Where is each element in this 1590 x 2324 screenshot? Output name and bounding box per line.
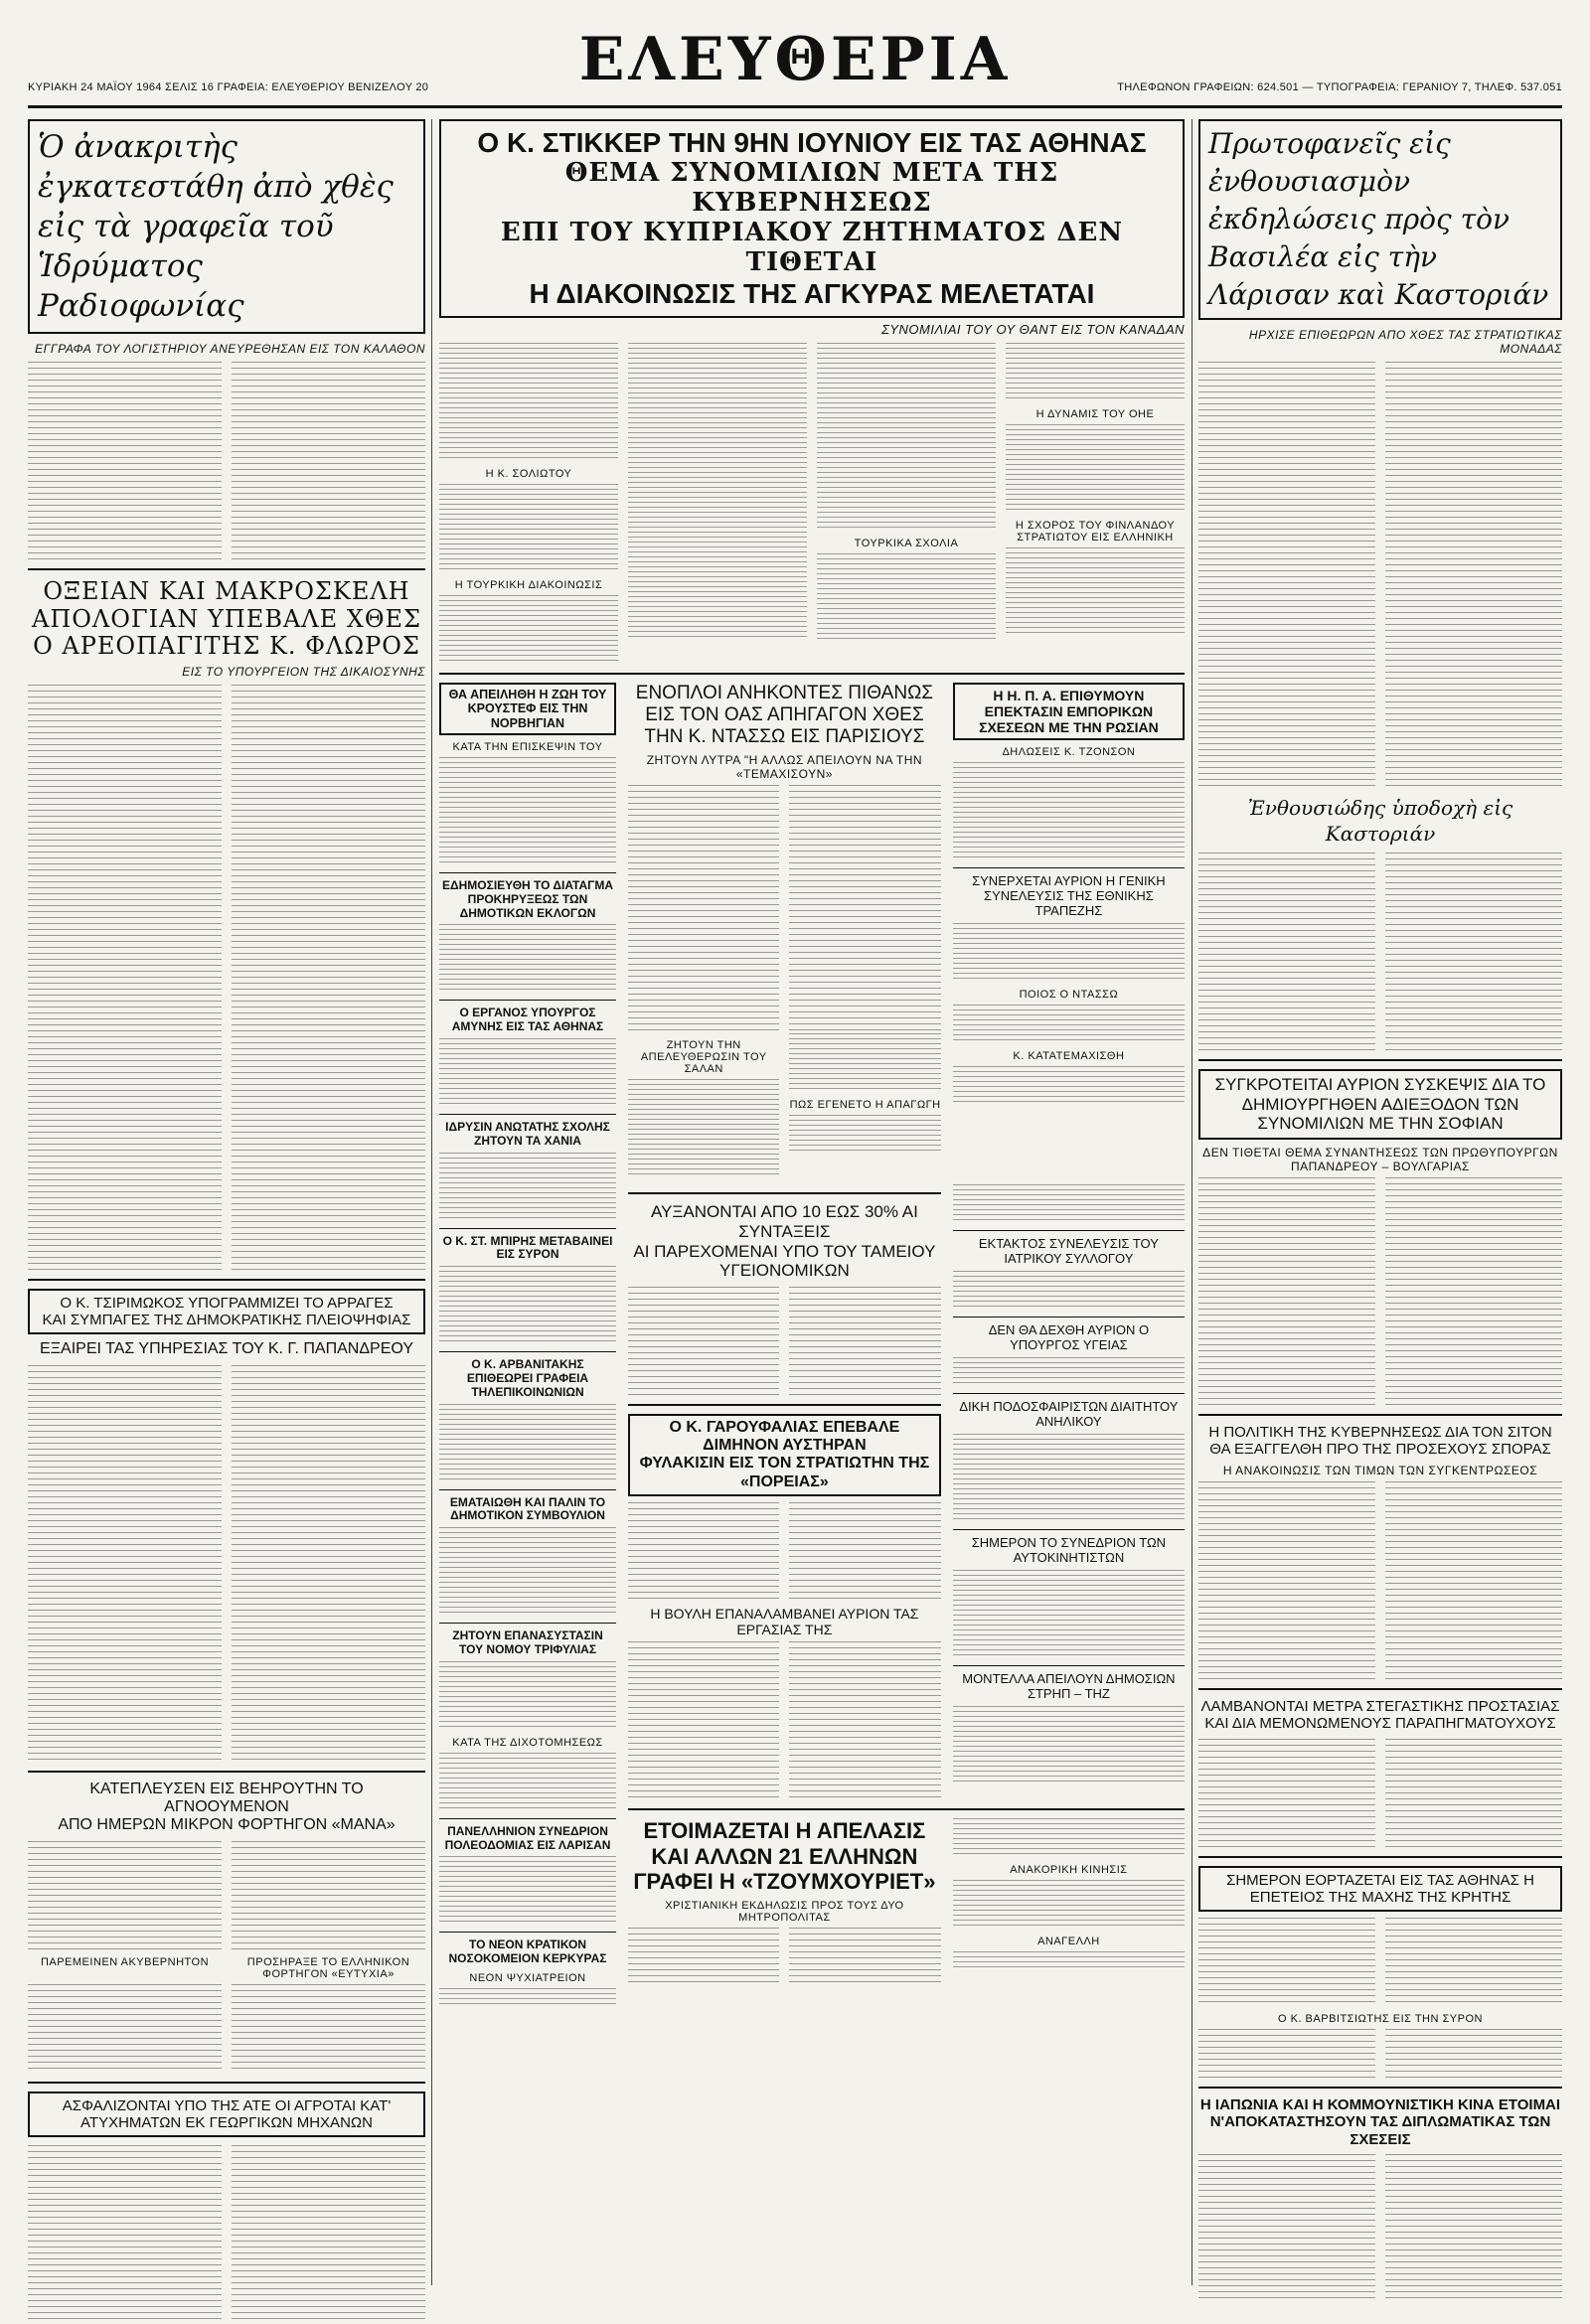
article-body <box>28 1841 425 1950</box>
article-headline: ΦΥΛΑΚΙΣΙΝ ΕΙΣ ΤΟΝ ΣΤΡΑΤΙΩΤΗΝ ΤΗΣ «ΠΟΡΕΙΑΣ» <box>639 1455 930 1490</box>
brief-headline: ΖΗΤΟΥΝ ΕΠΑΝΑΣΥΣΤΑΣΙΝ ΤΟΥ ΝΟΜΟΥ ΤΡΙΦΥΛΙΑΣ <box>452 1628 603 1657</box>
brief-subheading: ΚΑΤΑ ΤΗΝ ΕΠΙΣΚΕΨΙΝ ΤΟΥ <box>452 741 603 754</box>
brief-body <box>439 1038 616 1108</box>
masthead-contacts: ΤΗΛΕΦΩΝΟΝ ΓΡΑΦΕΙΩΝ: 624.501 — ΤΥΠΟΓΡΑΦΕΙΑ: ΓΕΡΑΝΙΟΥ 7, ΤΗΛΕΦ. 537.051 <box>1117 81 1562 93</box>
article-body <box>789 1115 940 1155</box>
article-headline: ΚΑΙ ΣΥΜΠΑΓΕΣ ΤΗΣ ΔΗΜΟΚΡΑΤΙΚΗΣ ΠΛΕΙΟΨΗΦΙΑΣ <box>42 1312 411 1329</box>
lead-subheading: ΣΥΝΟΜΙΛΙΑΙ ΤΟΥ ΟΥ ΘΑΝΤ ΕΙΣ ΤΟΝ ΚΑΝΑΔΑΝ <box>881 321 1185 337</box>
brief-body <box>439 1266 616 1345</box>
newspaper-page <box>28 20 1562 2285</box>
column-right <box>1198 119 1562 2303</box>
article-subheading: Κ. ΚΑΤΑΤΕΜΑΧΙΣΘΗ <box>1013 1050 1125 1063</box>
article-body <box>1198 1739 1562 1848</box>
article-body <box>953 1706 1185 1785</box>
briefs-column <box>439 683 616 2008</box>
lead-headline-box <box>439 119 1185 318</box>
center-main <box>628 683 1185 2008</box>
article-headline: ΕΚΤΑΚΤΟΣ ΣΥΝΕΛΕΥΣΙΣ ΤΟΥ ΙΑΤΡΙΚΟΥ ΣΥΛΛΟΓΟΥ <box>978 1236 1159 1267</box>
brief-headline: Ο Κ. ΑΡΒΑΝΙΤΑΚΗΣ ΕΠΙΘΕΩΡΕΙ ΓΡΑΦΕΙΑ ΤΗΛΕΠΙΚΟΙΝΩΝΙΩΝ <box>466 1357 589 1399</box>
article-body <box>628 1502 941 1602</box>
article-subheading: ΑΝΑΚΟΡΙΚΗ ΚΙΝΗΣΙΣ <box>1010 1864 1128 1877</box>
brief-body <box>439 1527 616 1617</box>
article-headline: ΚΑΤΕΠΛΕΥΣΕΝ ΕΙΣ ΒΕΗΡΟΥΤΗΝ ΤΟ ΑΓΝΟΟΥΜΕΝΟΝ <box>89 1780 364 1816</box>
article-body <box>1198 2029 1562 2079</box>
article-subheading: ΑΝΑΓΕΛΛΗ <box>1037 1936 1100 1948</box>
article-subheading: Η ΔΥΝΑΜΙΣ ΤΟΥ ΟΗΕ <box>1035 407 1155 420</box>
article-headline: ΣΗΜΕΡΟΝ ΕΟΡΤΑΖΕΤΑΙ ΕΙΣ ΤΑΣ ΑΘΗΝΑΣ Η ΕΠΕΤΕΙΟΣ ΤΗΣ ΜΑΧΗΣ ΤΗΣ ΚΡΗΤΗΣ <box>1226 1871 1534 1906</box>
brief-headline: Ο ΕΡΓΑΝΟΣ ΥΠΟΥΡΓΟΣ ΑΜΥΝΗΣ ΕΙΣ ΤΑΣ ΑΘΗΝΑΣ <box>451 1006 604 1034</box>
article-body <box>628 785 941 1033</box>
brief-body <box>439 1404 616 1483</box>
article-body <box>1006 547 1185 637</box>
article-body <box>1198 2154 1562 2303</box>
article-body <box>953 923 1185 983</box>
article-subheading: Η ΑΝΑΚΟΙΝΩΣΙΣ ΤΩΝ ΤΙΜΩΝ ΤΩΝ ΣΥΓΚΕΝΤΡΩΣΕΟΣ <box>1222 1464 1538 1478</box>
article-headline-box <box>28 2092 425 2138</box>
article-headline: ΑΙ ΠΑΡΕΧΟΜΕΝΑΙ ΥΠΟ ΤΟΥ ΤΑΜΕΙΟΥ ΥΓΕΙΟΝΟΜΙΚΩΝ <box>633 1241 936 1281</box>
article-headline: ΜΟΝΤΕΛΛΑ ΑΠΕΙΛΟΥΝ ΔΗΜΟΣΙΩΝ ΣΤΡΗΠ – ΤΗΖ <box>962 1670 1176 1701</box>
article-body <box>953 1066 1185 1106</box>
article-body <box>1198 852 1562 1051</box>
brief-body <box>439 924 616 994</box>
article-subheading: ΠΩΣ ΕΓΕΝΕΤΟ Η ΑΠΑΓΩΓΗ <box>789 1099 941 1112</box>
article-subheading: ΖΗΤΟΥΝ ΤΗΝ ΑΠΕΛΕΥΘΕΡΩΣΙΝ ΤΟΥ ΣΑΛΑΝ <box>640 1039 767 1076</box>
article-headline: ΣΥΝΕΡΧΕΤΑΙ ΑΥΡΙΟΝ Η ΓΕΝΙΚΗ ΣΥΝΕΛΕΥΣΙΣ ΤΗΣ ΕΘΝΙΚΗΣ ΤΡΑΠΕΖΗΣ <box>972 873 1166 919</box>
article-headline: ΚΑΙ ΑΛΛΩΝ 21 ΕΛΛΗΝΩΝ <box>651 1843 918 1869</box>
article-body <box>1198 1481 1562 1680</box>
article-body <box>28 1984 425 2074</box>
article-subheading: Η Κ. ΣΟΛΙΩΤΟΥ <box>485 467 572 480</box>
article-headline: Πρωτοφανεῖς εἰς ἐνθουσιασμὸν ἐκδηλώσεις πρὸς τὸν Βασιλέα εἰς τὴν Λάρισαν καὶ Καστοριάν <box>1198 119 1562 320</box>
article-body <box>953 1880 1185 1930</box>
article-body <box>628 1928 941 1987</box>
article-body <box>953 1818 1185 1858</box>
lead-headline: ΘΕΜΑ ΣΥΝΟΜΙΛΙΩΝ ΜΕΤΑ ΤΗΣ ΚΥΒΕΡΝΗΣΕΩΣ <box>564 158 1059 219</box>
article-body <box>953 1184 1185 1224</box>
article-subheading: ΔΗΛΩΣΕΙΣ Κ. ΤΖΟΝΣΟΝ <box>1002 746 1136 759</box>
article-headline: Ο ΑΡΕΟΠΑΓΙΤΗΣ Κ. ΦΛΩΡΟΣ <box>33 632 420 661</box>
article-body <box>28 2145 425 2324</box>
brief-body <box>439 1153 616 1222</box>
article-body <box>628 1287 941 1396</box>
article-body <box>1006 424 1185 514</box>
article-body <box>439 484 618 573</box>
column-center <box>439 119 1185 2008</box>
article-body <box>1006 343 1185 402</box>
article-subheading: Η ΤΟΥΡΚΙΚΗ ΔΙΑΚΟΙΝΩΣΙΣ <box>454 578 603 591</box>
newspaper-title: ΕΛΕΥΘΕΡΙΑ <box>578 25 1012 94</box>
article-body <box>1198 1918 1562 2007</box>
article-subheading: ΕΞΑΙΡΕΙ ΤΑΣ ΥΠΗΡΕΣΙΑΣ ΤΟΥ Κ. Γ. ΠΑΠΑΝΔΡΕΟΥ <box>39 1340 413 1358</box>
masthead-dateline: ΚΥΡΙΑΚΗ 24 ΜΑΪΟΥ 1964 ΣΕΛΙΣ 16 ΓΡΑΦΕΙΑ: ΕΛΕΥΘΕΡΙΟΥ ΒΕΝΙΖΕΛΟΥ 20 <box>28 81 429 93</box>
brief-headline: ΘΑ ΑΠΕΙΛΗΘΗ Η ΖΩΗ ΤΟΥ ΚΡΟΥΣΤΕΦ ΕΙΣ ΤΗΝ ΝΟΡΒΗΓΙΑΝ <box>448 687 607 730</box>
article-body <box>28 1365 425 1763</box>
article-headline: ΓΡΑΦΕΙ Η «ΤΖΟΥΜΧΟΥΡΙΕΤ» <box>633 1869 936 1894</box>
article-subheading: ΤΟΥΡΚΙΚΑ ΣΧΟΛΙΑ <box>854 537 959 549</box>
brief-body <box>439 1856 616 1926</box>
brief-body <box>439 1753 616 1812</box>
article-headline: ΔΕΝ ΘΑ ΔΕΧΘΗ ΑΥΡΙΟΝ Ο ΥΠΟΥΡΓΟΣ ΥΓΕΙΑΣ <box>988 1322 1150 1353</box>
brief-headline: ΕΜΑΤΑΙΩΘΗ ΚΑΙ ΠΑΛΙΝ ΤΟ ΔΗΜΟΤΙΚΟΝ ΣΥΜΒΟΥΛΙΟΝ <box>449 1494 606 1523</box>
article-body <box>953 1357 1185 1387</box>
article-body <box>953 1951 1185 1971</box>
lead-headline: ΕΠΙ ΤΟΥ ΚΥΠΡΙΑΚΟΥ ΖΗΤΗΜΑΤΟΣ ΔΕΝ ΤΙΘΕΤΑΙ <box>500 217 1124 277</box>
article-body <box>1198 1177 1562 1406</box>
article-body <box>953 762 1185 861</box>
brief-subheading: ΝΕΟΝ ΨΥΧΙΑΤΡΕΙΟΝ <box>469 1972 586 1984</box>
article-headline: ΟΞΕΙΑΝ ΚΑΙ ΜΑΚΡΟΣΚΕΛΗ <box>43 577 410 605</box>
brief-body <box>439 1988 616 2008</box>
article-headline: ΑΠΟΛΟΓΙΑΝ ΥΠΕΒΑΛΕ ΧΘΕΣ <box>31 604 422 633</box>
article-subheading: ΖΗΤΟΥΝ ΛΥΤΡΑ "Η ΑΛΛΩΣ ΑΠΕΙΛΟΥΝ ΝΑ ΤΗΝ «ΤΕΜΑΧΙΣΟΥΝ» <box>646 753 923 782</box>
article-body <box>1198 362 1562 789</box>
brief-headline: ΤΟ ΝΕΟΝ ΚΡΑΤΙΚΟΝ ΝΟΣΟΚΟΜΕΙΟΝ ΚΕΡΚΥΡΑΣ <box>448 1937 607 1966</box>
article-headline: Η ΙΑΠΩΝΙΑ ΚΑΙ Η ΚΟΜΜΟΥΝΙΣΤΙΚΗ ΚΙΝΑ ΕΤΟΙΜΑΙ Ν'ΑΠΟΚΑΤΑΣΤΗΣΟΥΝ ΤΑΣ ΔΙΠΛΩΜΑΤΙΚΑΣ ΤΩΝ ΣΧΕΣΕΙΣ <box>1199 2096 1561 2148</box>
article-body <box>628 1641 941 1800</box>
article-headline: ΑΣΦΑΛΙΖΟΝΤΑΙ ΥΠΟ ΤΗΣ ΑΤΕ ΟΙ ΑΓΡΟΤΑΙ ΚΑΤ' ΑΤΥΧΗΜΑΤΩΝ ΕΚ ΓΕΩΡΓΙΚΩΝ ΜΗΧΑΝΩΝ <box>62 2096 392 2132</box>
article-subheading: ΠΟΙΟΣ Ο ΝΤΑΣΣΩ <box>1019 989 1119 1002</box>
article-subheading: Ο Κ. ΒΑΡΒΙΤΣΙΩΤΗΣ ΕΙΣ ΤΗΝ ΣΥΡΟΝ <box>1278 2013 1483 2026</box>
article-headline: ΣΥΓΚΡΟΤΕΙΤΑΙ ΑΥΡΙΟΝ ΣΥΣΚΕΨΙΣ ΔΙΑ ΤΟ ΔΗΜΙΟΥΡΓΗΘΕΝ ΑΔΙΕΞΟΔΟΝ ΤΩΝ ΣΥΝΟΜΙΛΙΩΝ ΜΕ ΤΗΝ ΣΟΦΙΑΝ <box>1214 1075 1546 1134</box>
brief-headline: ΠΑΝΕΛΛΗΝΙΟΝ ΣΥΝΕΔΡΙΟΝ ΠΟΛΕΟΔΟΜΙΑΣ ΕΙΣ ΛΑΡΙΣΑΝ <box>444 1823 611 1852</box>
brief-headline: ΙΔΡΥΣΙΝ ΑΝΩΤΑΤΗΣ ΣΧΟΛΗΣ ΖΗΤΟΥΝ ΤΑ ΧΑΝΙΑ <box>445 1120 610 1148</box>
article-subheading: ΠΡΟΣΗΡΑΞΕ ΤΟ ΕΛΛΗΝΙΚΟΝ ΦΟΡΤΗΓΟΝ «ΕΥΤΥΧΙΑ» <box>246 1955 410 1980</box>
article-headline: Η Η. Π. Α. ΕΠΙΘΥΜΟΥΝ ΕΠΕΚΤΑΣΙΝ ΕΜΠΟΡΙΚΩΝ ΣΧΕΣΕΩΝ ΜΕ ΤΗΝ ΡΩΣΙΑΝ <box>979 687 1159 736</box>
brief-body <box>439 1661 616 1731</box>
lead-headline: Η ΔΙΑΚΟΙΝΩΣΙΣ ΤΗΣ ΑΓΚΥΡΑΣ ΜΕΛΕΤΑΤΑΙ <box>529 277 1095 309</box>
article-subheading: ΕΙΣ ΤΟ ΥΠΟΥΡΓΕΙΟΝ ΤΗΣ ΔΙΚΑΙΟΣΥΝΗΣ <box>182 664 425 679</box>
article-body <box>817 553 996 643</box>
brief-body <box>439 757 616 866</box>
article-headline: ΛΑΜΒΑΝΟΝΤΑΙ ΜΕΤΡΑ ΣΤΕΓΑΣΤΙΚΗΣ ΠΡΟΣΤΑΣΙΑΣ ΚΑΙ ΔΙΑ ΜΕΜΟΝΩΜΕΝΟΥΣ ΠΑΡΑΠΗΓΜΑΤΟΥΧΟΥΣ <box>1200 1698 1560 1733</box>
brief-headline: ΕΔΗΜΟΣΙΕΥΘΗ ΤΟ ΔΙΑΤΑΓΜΑ ΠΡΟΚΗΡΥΞΕΩΣ ΤΩΝ ΔΗΜΟΤΙΚΩΝ ΕΚΛΟΓΩΝ <box>442 878 613 920</box>
article-body <box>628 1079 779 1178</box>
article-body <box>953 1434 1185 1523</box>
article-subheading: ΕΓΓΡΑΦΑ ΤΟΥ ΛΟΓΙΣΤΗΡΙΟΥ ΑΝΕΥΡΕΘΗΣΑΝ ΕΙΣ ΤΟΝ ΚΑΛΑΘΟΝ <box>35 342 425 356</box>
masthead <box>28 20 1562 108</box>
article-headline: Ὁ ἀνακριτὴς ἐγκατεστάθη ἀπὸ χθὲς εἰς τὰ γραφεῖα τοῦ Ἱδρύματος Ραδιοφωνίας <box>28 119 425 334</box>
article-headline: ΣΗΜΕΡΟΝ ΤΟ ΣΥΝΕΔΡΙΟΝ ΤΩΝ ΑΥΤΟΚΙΝΗΤΙΣΤΩΝ <box>971 1535 1167 1566</box>
article-subheading: ΔΕΝ ΤΙΘΕΤΑΙ ΘΕΜΑ ΣΥΝΑΝΤΗΣΕΩΣ ΤΩΝ ΠΡΩΘΥΠΟΥΡΓΩΝ ΠΑΠΑΝΔΡΕΟΥ – ΒΟΥΛΓΑΡΙΑΣ <box>1202 1145 1558 1173</box>
article-headline: ΕΙΣ ΤΟΝ ΟΑΣ ΑΠΗΓΑΓΟΝ ΧΘΕΣ <box>645 703 924 725</box>
article-body <box>628 343 807 641</box>
article-subheading: Η ΒΟΥΛΗ ΕΠΑΝΑΛΑΜΒΑΝΕΙ ΑΥΡΙΟΝ ΤΑΣ ΕΡΓΑΣΙΑΣ ΤΗΣ <box>650 1606 919 1638</box>
article-headline: ΑΥΞΑΝΟΝΤΑΙ ΑΠΟ 10 ΕΩΣ 30% ΑΙ ΣΥΝΤΑΞΕΙΣ <box>650 1202 918 1242</box>
article-body <box>28 362 425 560</box>
article-body <box>817 343 996 532</box>
article-body <box>953 1005 1185 1044</box>
article-headline: Ο Κ. ΓΑΡΟΥΦΑΛΙΑΣ ΕΠΕΒΑΛΕ ΔΙΜΗΝΟΝ ΑΥΣΤΗΡΑΝ <box>669 1418 900 1455</box>
article-body <box>439 343 618 462</box>
column-rule <box>431 119 432 2285</box>
article-subheading: Η ΣΧΟΡΟΣ ΤΟΥ ΦΙΝΛΑΝΔΟΥ ΣΤΡΑΤΙΩΤΟΥ ΕΙΣ ΕΛΛΗΝΙΚΗ <box>1015 519 1176 543</box>
article-body <box>953 1271 1185 1311</box>
article-body <box>28 685 425 1271</box>
article-subheading: ΠΑΡΕΜΕΙΝΕΝ ΑΚΥΒΕΡΝΗΤΟΝ <box>40 1955 210 1968</box>
article-headline: ΔΙΚΗ ΠΟΔΟΣΦΑΙΡΙΣΤΩΝ ΔΙΑΙΤΗΤΟΥ ΑΝΗΛΙΚΟΥ <box>959 1399 1179 1430</box>
column-left <box>28 119 425 2324</box>
article-headline: ΑΠΟ ΗΜΕΡΩΝ ΜΙΚΡΟΝ ΦΟΡΤΗΓΟΝ «ΜΑΝΑ» <box>58 1816 396 1834</box>
lead-headline: Ο Κ. ΣΤΙΚΚΕΡ ΤΗΝ 9ΗΝ ΙΟΥΝΙΟΥ ΕΙΣ ΤΑΣ ΑΘΗΝΑΣ <box>477 127 1147 158</box>
article-headline: ΤΗΝ Κ. ΝΤΑΣΣΩ ΕΙΣ ΠΑΡΙΣΙΟΥΣ <box>644 725 925 747</box>
article-body <box>789 1033 940 1093</box>
brief-headline: Ο Κ. ΣΤ. ΜΠΙΡΗΣ ΜΕΤΑΒΑΙΝΕΙ ΕΙΣ ΣΥΡΟΝ <box>442 1233 613 1262</box>
article-body <box>953 1570 1185 1659</box>
article-headline-box <box>28 1289 425 1335</box>
article-headline: ΕΝΟΠΛΟΙ ΑΝΗΚΟΝΤΕΣ ΠΙΘΑΝΩΣ <box>635 682 934 703</box>
article-subheading: ΧΡΙΣΤΙΑΝΙΚΗ ΕΚΔΗΛΩΣΙΣ ΠΡΟΣ ΤΟΥΣ ΔΥΟ ΜΗΤΡΟΠΟΛΙΤΑΣ <box>665 1900 904 1925</box>
article-body <box>439 595 618 665</box>
article-subheading: ΗΡΧΙΣΕ ΕΠΙΘΕΩΡΩΝ ΑΠΟ ΧΘΕΣ ΤΑΣ ΣΤΡΑΤΙΩΤΙΚΑΣ ΜΟΝΑΔΑΣ <box>1248 328 1562 356</box>
brief-subheading: ΚΑΤΑ ΤΗΣ ΔΙΧΟΤΟΜΗΣΕΩΣ <box>452 1736 603 1749</box>
article-headline: Ο Κ. ΤΣΙΡΙΜΩΚΟΣ ΥΠΟΓΡΑΜΜΙΖΕΙ ΤΟ ΑΡΡΑΓΕΣ <box>60 1294 394 1312</box>
article-headline: Ἐνθουσιώδης ὑποδοχὴ εἰς Καστοριάν <box>1247 796 1513 846</box>
article-headline: Η ΠΟΛΙΤΙΚΗ ΤΗΣ ΚΥΒΕΡΝΗΣΕΩΣ ΔΙΑ ΤΟΝ ΣΙΤΟΝ ΘΑ ΕΞΑΓΓΕΛΘΗ ΠΡΟ ΤΗΣ ΠΡΟΣΕΧΟΥΣ ΣΠΟΡΑΣ <box>1208 1423 1552 1458</box>
article-headline: ΕΤΟΙΜΑΖΕΤΑΙ Η ΑΠΕΛΑΣΙΣ <box>643 1818 926 1844</box>
